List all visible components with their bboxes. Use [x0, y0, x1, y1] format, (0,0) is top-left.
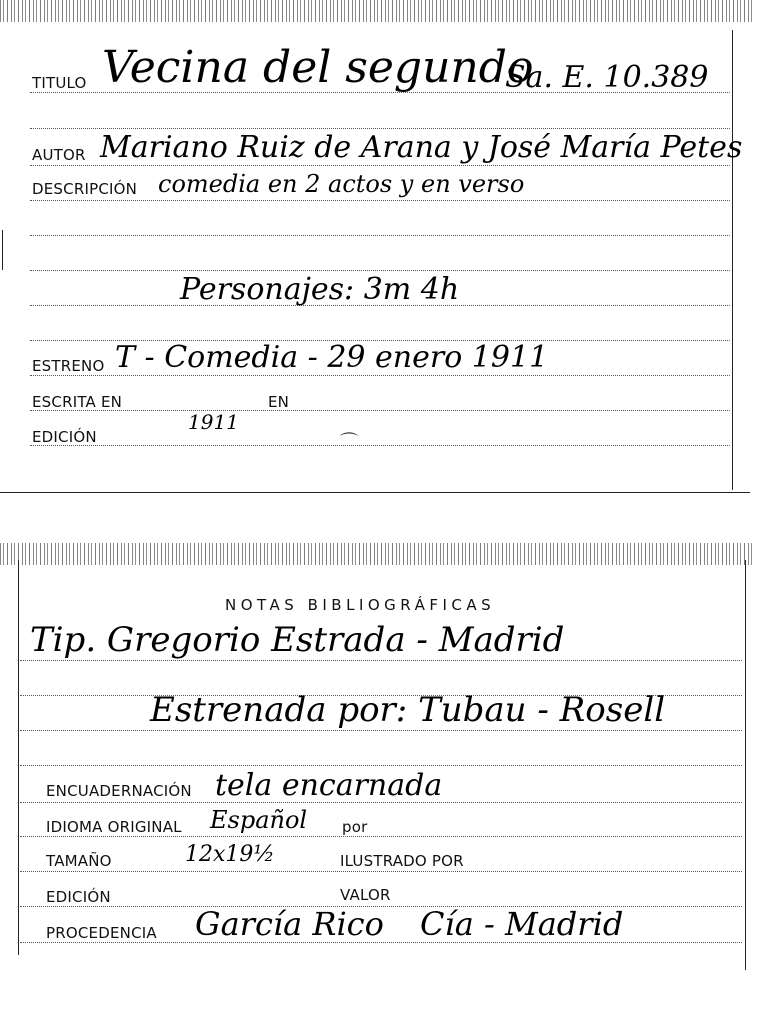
- edicion-value-top: 1911: [188, 410, 239, 434]
- en-label: EN: [268, 393, 290, 411]
- personajes-value: Personajes: 3m 4h: [180, 272, 460, 307]
- autor-label: AUTOR: [32, 146, 86, 164]
- titulo-value: Vecina del segundo: [102, 42, 534, 93]
- scan-noise-top: [0, 0, 752, 22]
- card-left-edge: [2, 230, 3, 270]
- rule-blank-3: [30, 270, 730, 271]
- ink-mark: ⌒: [340, 432, 358, 453]
- rule-note-1: [20, 660, 742, 661]
- signature-value: Sa. E. 10.389: [505, 60, 709, 95]
- estreno-value: T - Comedia - 29 enero 1911: [115, 340, 549, 375]
- rule-autor: [30, 165, 730, 166]
- edicion-label-top: EDICIÓN: [32, 428, 97, 446]
- rule-descripcion: [30, 200, 730, 201]
- estreno-label: ESTRENO: [32, 357, 105, 375]
- rule-estreno: [30, 375, 730, 376]
- tamano-label: TAMAÑO: [46, 852, 112, 870]
- idioma-label: IDIOMA ORIGINAL: [46, 818, 182, 836]
- procedencia-value-2: Cía - Madrid: [420, 905, 624, 943]
- idioma-value: Español: [210, 806, 308, 834]
- card-right-edge-bottom: [745, 560, 746, 970]
- rule-edicion: [30, 445, 730, 446]
- rule-tamano: [20, 871, 742, 872]
- procedencia-value: García Rico: [195, 905, 384, 943]
- card-right-edge: [732, 30, 733, 490]
- autor-value: Mariano Ruiz de Arana y José María Petes: [100, 130, 743, 165]
- valor-label: VALOR: [340, 886, 391, 904]
- scan-noise-bottom: [0, 543, 752, 565]
- rule-escrita: [30, 410, 730, 411]
- note-line-1: Tip. Gregorio Estrada - Madrid: [30, 620, 565, 660]
- notas-heading: NOTAS BIBLIOGRÁFICAS: [225, 596, 496, 614]
- rule-idioma: [20, 836, 742, 837]
- tamano-value: 12x19½: [185, 842, 275, 867]
- rule-note-3: [20, 730, 742, 731]
- card-left-edge-bottom: [18, 560, 19, 955]
- edicion-label-bottom: EDICIÓN: [46, 888, 111, 906]
- rule-note-4: [20, 765, 742, 766]
- ilustrado-label: ILUSTRADO POR: [340, 852, 464, 870]
- por-label: por: [342, 818, 368, 836]
- titulo-label: TITULO: [32, 74, 87, 92]
- rule-blank-1: [30, 128, 730, 129]
- escrita-en-label: ESCRITA EN: [32, 393, 123, 411]
- descripcion-value: comedia en 2 actos y en verso: [158, 170, 525, 198]
- encuadernacion-label: ENCUADERNACIÓN: [46, 782, 192, 800]
- procedencia-label: PROCEDENCIA: [46, 924, 157, 942]
- descripcion-label: DESCRIPCIÓN: [32, 180, 138, 198]
- rule-blank-2: [30, 235, 730, 236]
- encuadernacion-value: tela encarnada: [215, 768, 443, 803]
- note-line-2: Estrenada por: Tubau - Rosell: [150, 690, 666, 730]
